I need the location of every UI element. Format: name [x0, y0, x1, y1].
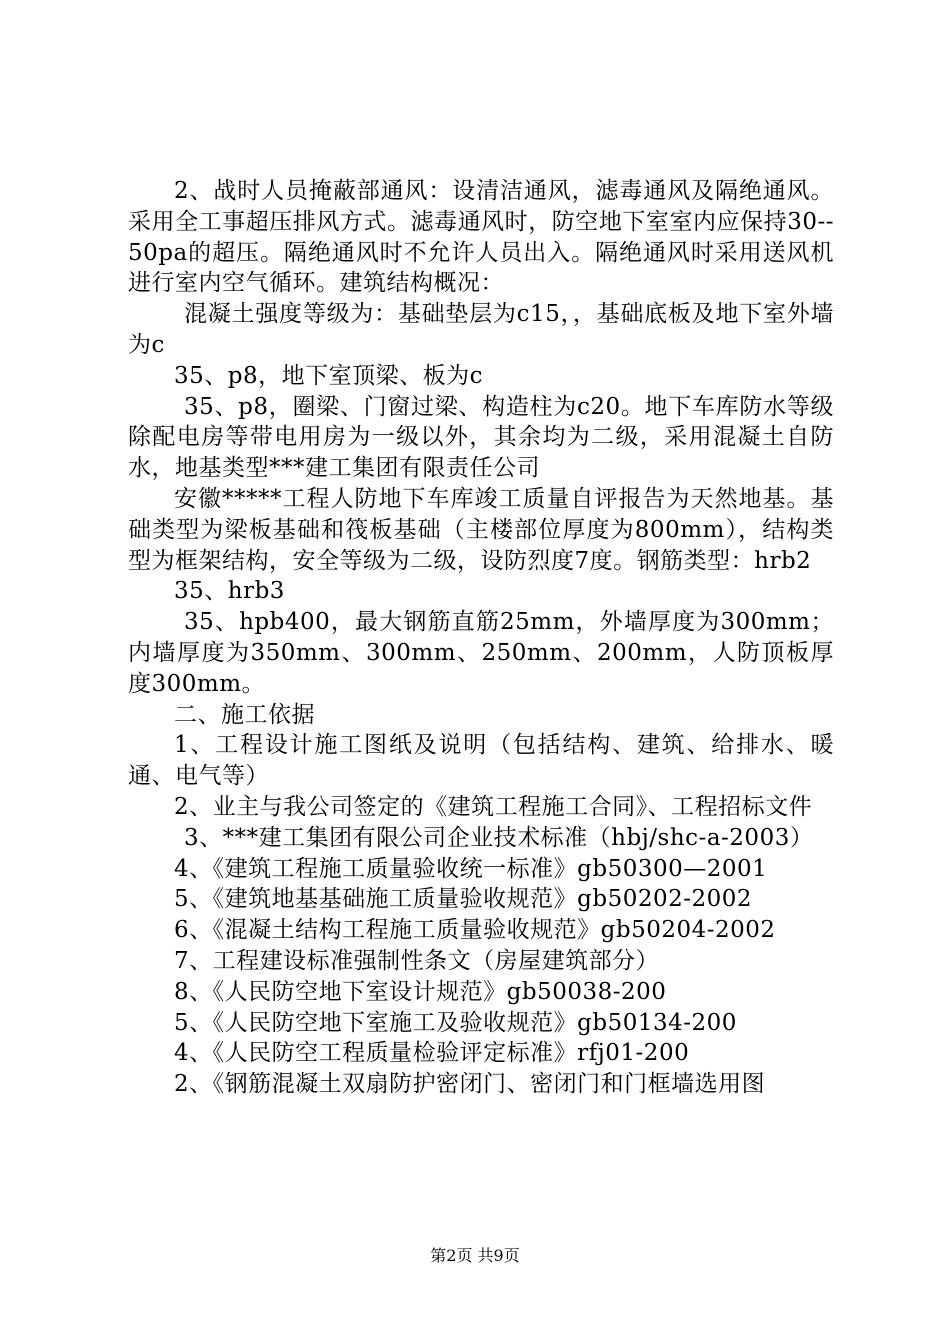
list-item: 4、《建筑工程施工质量验收统一标准》gb50300—2001 [174, 855, 768, 882]
list-item: 3、***建工集团有限公司企业技术标准（hbj/shc-a-2003） [184, 824, 814, 851]
list-item: 6、《混凝土结构工程施工质量验收规范》gb50204-2002 [174, 917, 776, 944]
paragraph: 35、hpb400，最大钢筋直筋25mm，外墙厚度为300mm；内墙厚度为350mm、300mm、250mm、200mm，人防顶板厚度300mm。 [128, 609, 834, 697]
paragraph: 安徽*****工程人防地下车库竣工质量自评报告为天然地基。基础类型为梁板基础和筏板基础（主楼部位厚度为800mm），结构类型为框架结构，安全等级为二级，设防烈度7度。钢筋类型：hrb2 [128, 485, 834, 574]
list-item: 2、《钢筋混凝土双扇防护密闭门、密闭门和门框墙选用图 [174, 1071, 766, 1098]
page-footer: 第2页 共9页 [430, 1246, 520, 1265]
document-body [128, 176, 834, 1100]
list-item: 5、《人民防空地下室施工及验收规范》gb50134-200 [174, 1009, 737, 1036]
list-item: 4、《人民防空工程质量检验评定标准》rfj01-200 [174, 1040, 690, 1067]
list-item: 5、《建筑地基基础施工质量验收规范》gb50202-2002 [174, 886, 753, 913]
paragraph: 35、hrb3 [174, 578, 285, 605]
list-item: 8、《人民防空地下室设计规范》gb50038-200 [174, 978, 667, 1005]
list-item: 1、工程设计施工图纸及说明（包括结构、建筑、给排水、暖通、电气等） [128, 732, 834, 790]
section-heading: 二、施工依据 [174, 701, 315, 728]
list-item: 7、工程建设标准强制性条文（房屋建筑部分） [174, 947, 660, 974]
paragraph: 2、战时人员掩蔽部通风：设清洁通风，滤毒通风及隔绝通风。采用全工事超压排风方式。滤毒通风时，防空地下室室内应保持30--50pa的超压。隔绝通风时不允许人员出入。隔绝通风时采用送风机进行室内空气循环。建筑结构概况： [128, 178, 834, 297]
paragraph: 35、p8，圈梁、门窗过梁、构造柱为c20。地下车库防水等级除配电房等带电用房为一级以外，其余均为二级，采用混凝土自防水，地基类型***建工集团有限责任公司 [128, 393, 834, 482]
paragraph: 35、p8，地下室顶梁、板为c [174, 362, 484, 389]
list-item: 2、业主与我公司签定的《建筑工程施工合同》、工程招标文件 [174, 793, 813, 820]
paragraph: 混凝土强度等级为：基础垫层为c15，，基础底板及地下室外墙为c [128, 301, 834, 358]
